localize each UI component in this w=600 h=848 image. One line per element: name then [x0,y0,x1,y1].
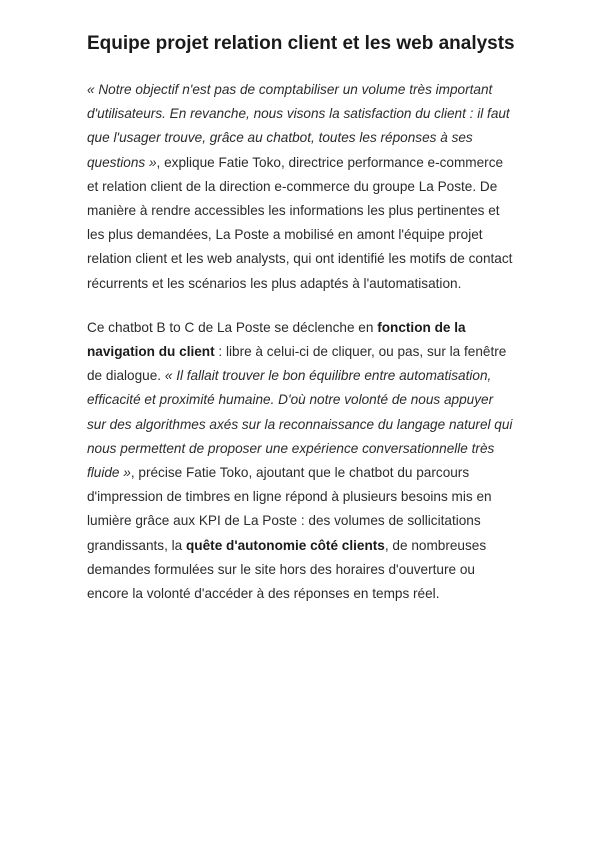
paragraph-2-text-c: , précise Fatie Toko, ajoutant que le chatbot du parcours d'impression de timbres en ligne répond à plusieurs besoins mis en lumière grâce aux KPI de La Poste : des volumes de sollicitations grandissants, la [87,465,492,553]
article [87,32,515,626]
quote-1: « Notre objectif n'est pas de comptabiliser un volume très important d'utilisateurs. En revanche, nous visons la satisfaction du client : il faut que l'usager trouve, grâce au chatbot, toutes les réponses à ses questions » [87,82,510,170]
paragraph-2-text-a: Ce chatbot B to C de La Poste se déclenche en [87,319,378,335]
bold-autonomie-clients: quête d'autonomie côté clients [186,537,385,553]
paragraph-1 [87,78,515,296]
paragraph-2-text-b: : libre à celui-ci de cliquer, ou pas, sur la fenêtre de dialogue. [87,344,507,384]
paragraph-2 [87,316,515,606]
paragraph-1-text: , explique Fatie Toko, directrice performance e-commerce et relation client de la direction e-commerce du groupe La Poste. De manière à rendre accessibles les informations les plus pertinentes et les plus demandées, La Poste a mobilisé en amont l'équipe projet relation client et les web analysts, qui ont identifié les motifs de contact récurrents et les scénarios les plus adaptés à l'automatisation. [87,154,513,291]
article-title: Equipe projet relation client et les web analysts [87,33,515,54]
bold-navigation-client: fonction de la navigation du client [87,319,466,360]
paragraph-2-text-d: , de nombreuses demandes formulées sur le site hors des horaires d'ouverture ou encore la volonté d'accéder à des réponses en temps réel. [87,537,487,602]
quote-2: « Il fallait trouver le bon équilibre entre automatisation, efficacité et proximité humaine. D'où notre volonté de nous appuyer sur des algorithmes axés sur la reconnaissance du langage naturel qui nous permettent de proposer une expérience conversationnelle très fluide » [87,368,513,481]
